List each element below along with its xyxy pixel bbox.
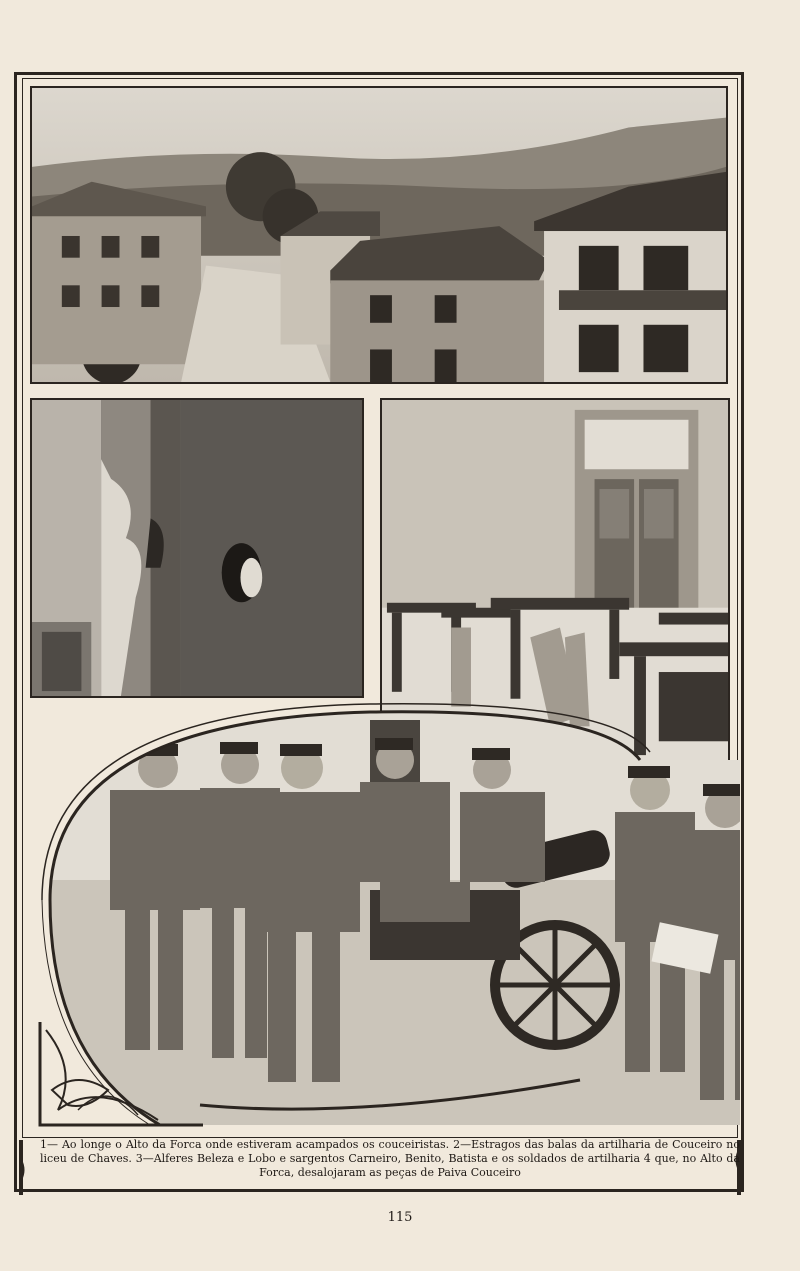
left-side-ornament-icon [16,1140,26,1195]
corner-ornament-icon [38,1020,208,1130]
photo-caption: 1— Ao longe o Alto da Forca onde estiveram acampados os couceiristas. 2—Estragos das balas da artilharia de Couceiro no liceu de Chaves. 3—Alferes Beleza e Lobo e sargentos Carneiro, Benito, Batista e os soldados de artilharia 4 que, no Alto da Forca, desalojaram as peças de Paiva Couceiro [40,1138,740,1179]
damaged-wall-image [32,400,362,696]
page-number: 115 [387,1210,413,1225]
town-panorama-image [32,88,726,382]
photo-damaged-wall [30,398,364,698]
photo-town-panorama [30,86,728,384]
